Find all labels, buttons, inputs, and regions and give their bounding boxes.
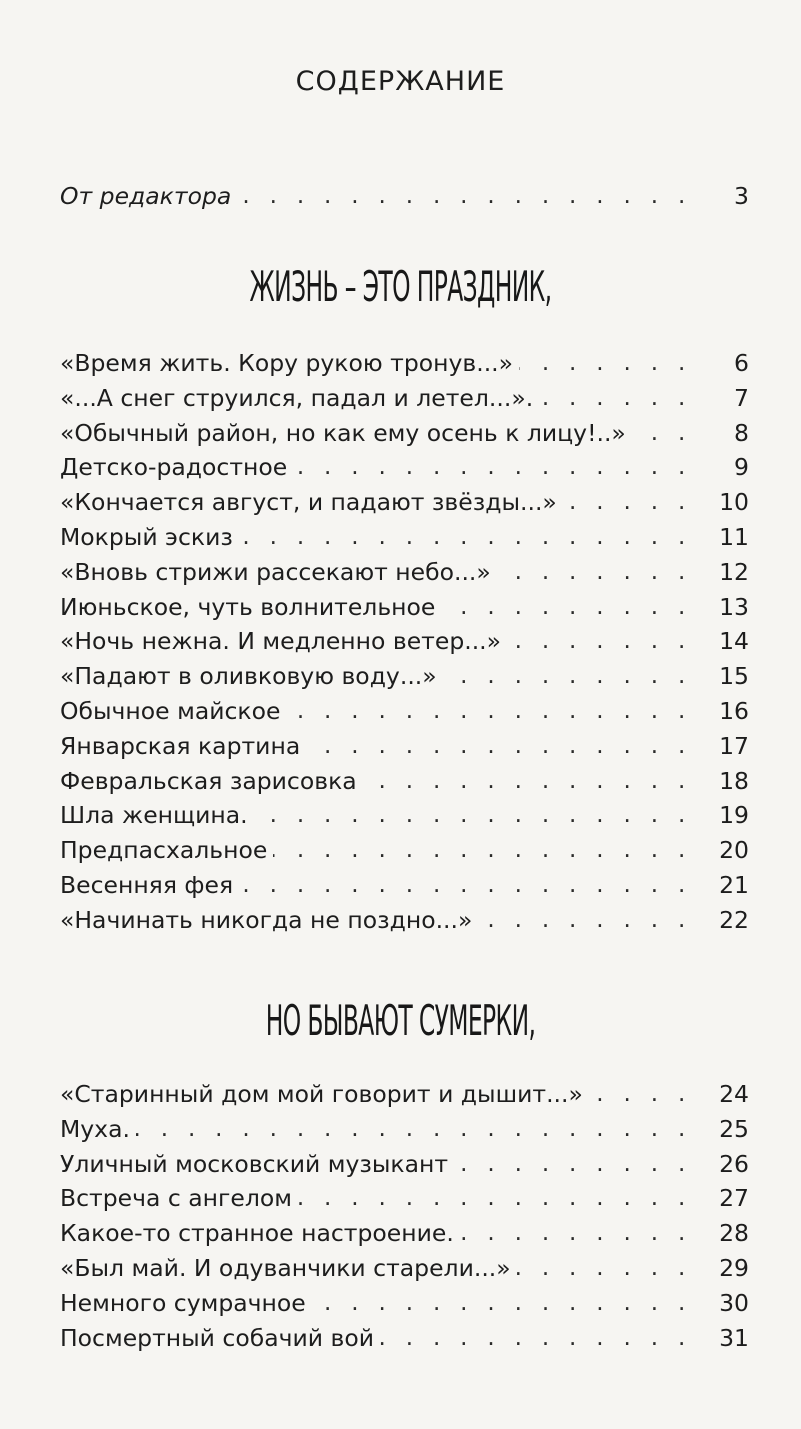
toc-entry-page: 30	[703, 1285, 749, 1321]
toc-entry-label: Посмертный собачий вой	[60, 1320, 380, 1356]
toc-entry-label: Детско-радостное	[60, 449, 293, 485]
toc-row	[0, 902, 801, 938]
toc-entry-page: 25	[703, 1111, 749, 1147]
toc-row	[0, 345, 801, 381]
toc-row	[0, 797, 801, 833]
toc-entry-label: «Время жить. Кору рукою тронув...»	[60, 345, 519, 381]
toc-row	[0, 693, 801, 729]
toc-entry-page: 8	[703, 415, 749, 451]
toc-entry-label: Февральская зарисовка	[60, 763, 363, 799]
toc-entry-page: 11	[703, 519, 749, 555]
toc-entry-label: Январская картина	[60, 728, 306, 764]
toc-row-editor	[0, 178, 801, 214]
toc-entry-page: 16	[703, 693, 749, 729]
toc-entry-page: 17	[703, 728, 749, 764]
toc-entry-label: «Кончается август, и падают звёзды...»	[60, 484, 563, 520]
toc-entry-page: 20	[703, 832, 749, 868]
toc-row	[0, 415, 801, 451]
toc-entry-page: 6	[703, 345, 749, 381]
toc-row	[0, 1180, 801, 1216]
toc-entry-label: «Вновь стрижи рассекают небо...»	[60, 554, 497, 590]
toc-entry-page: 3	[703, 178, 749, 214]
toc-entry-page: 27	[703, 1180, 749, 1216]
toc-row	[0, 1250, 801, 1286]
toc-entry-label: Немного сумрачное	[60, 1285, 312, 1321]
section-heading-2: НО БЫВАЮТ СУМЕРКИ,	[265, 996, 536, 1045]
toc-entry-label: Обычное майское	[60, 693, 286, 729]
toc-entry-label: Муха.	[60, 1111, 136, 1147]
toc-entry-label: Шла женщина.	[60, 797, 254, 833]
page-title: СОДЕРЖАНИЕ	[295, 66, 506, 97]
toc-row	[0, 658, 801, 694]
toc-row	[0, 763, 801, 799]
toc-entry-label: Мокрый эскиз	[60, 519, 239, 555]
toc-entry-page: 14	[703, 623, 749, 659]
toc-entry-label: «Старинный дом мой говорит и дышит...»	[60, 1076, 589, 1112]
toc-entry-label: «Начинать никогда не поздно...»	[60, 902, 478, 938]
toc-entry-page: 21	[703, 867, 749, 903]
toc-entry-page: 12	[703, 554, 749, 590]
toc-entry-label: Весенняя фея	[60, 867, 239, 903]
toc-entry-label: «Ночь нежна. И медленно ветер...»	[60, 623, 507, 659]
toc-row	[0, 554, 801, 590]
toc-entry-page: 15	[703, 658, 749, 694]
toc-row	[0, 484, 801, 520]
toc-entry-page: 31	[703, 1320, 749, 1356]
toc-row	[0, 1111, 801, 1147]
toc-row	[0, 1076, 801, 1112]
toc-entry-label: Встреча с ангелом	[60, 1180, 298, 1216]
toc-entry-page: 22	[703, 902, 749, 938]
toc-entry-page: 19	[703, 797, 749, 833]
dot-leader	[60, 1111, 746, 1147]
toc-row	[0, 1320, 801, 1356]
toc-entry-page: 26	[703, 1146, 749, 1182]
toc-row	[0, 380, 801, 416]
toc-entry-page: 29	[703, 1250, 749, 1286]
toc-entry-label: От редактора	[60, 178, 237, 214]
toc-entry-page: 13	[703, 589, 749, 625]
toc-row	[0, 519, 801, 555]
toc-row	[0, 1146, 801, 1182]
toc-row	[0, 728, 801, 764]
toc-row	[0, 832, 801, 868]
toc-entry-page: 28	[703, 1215, 749, 1251]
toc-entry-label: «...А снег струился, падал и летел...».	[60, 380, 539, 416]
toc-row	[0, 1215, 801, 1251]
toc-entry-page: 24	[703, 1076, 749, 1112]
section-heading-1: ЖИЗНЬ – ЭТО ПРАЗДНИК,	[249, 262, 552, 311]
toc-row	[0, 1285, 801, 1321]
toc-row	[0, 623, 801, 659]
toc-entry-page: 7	[703, 380, 749, 416]
toc-entry-label: Июньское, чуть волнительное	[60, 589, 441, 625]
toc-row	[0, 867, 801, 903]
toc-entry-label: «Падают в оливковую воду...»	[60, 658, 443, 694]
toc-row	[0, 449, 801, 485]
toc-row	[0, 589, 801, 625]
toc-entry-label: «Был май. И одуванчики старели...»	[60, 1250, 517, 1286]
toc-entry-page: 18	[703, 763, 749, 799]
toc-entry-page: 10	[703, 484, 749, 520]
toc-entry-label: Какое-то странное настроение.	[60, 1215, 460, 1251]
toc-entry-label: «Обычный район, но как ему осень к лицу!..»	[60, 415, 632, 451]
toc-entry-page: 9	[703, 449, 749, 485]
toc-entry-label: Предпасхальное	[60, 832, 273, 868]
toc-entry-label: Уличный московский музыкант	[60, 1146, 454, 1182]
